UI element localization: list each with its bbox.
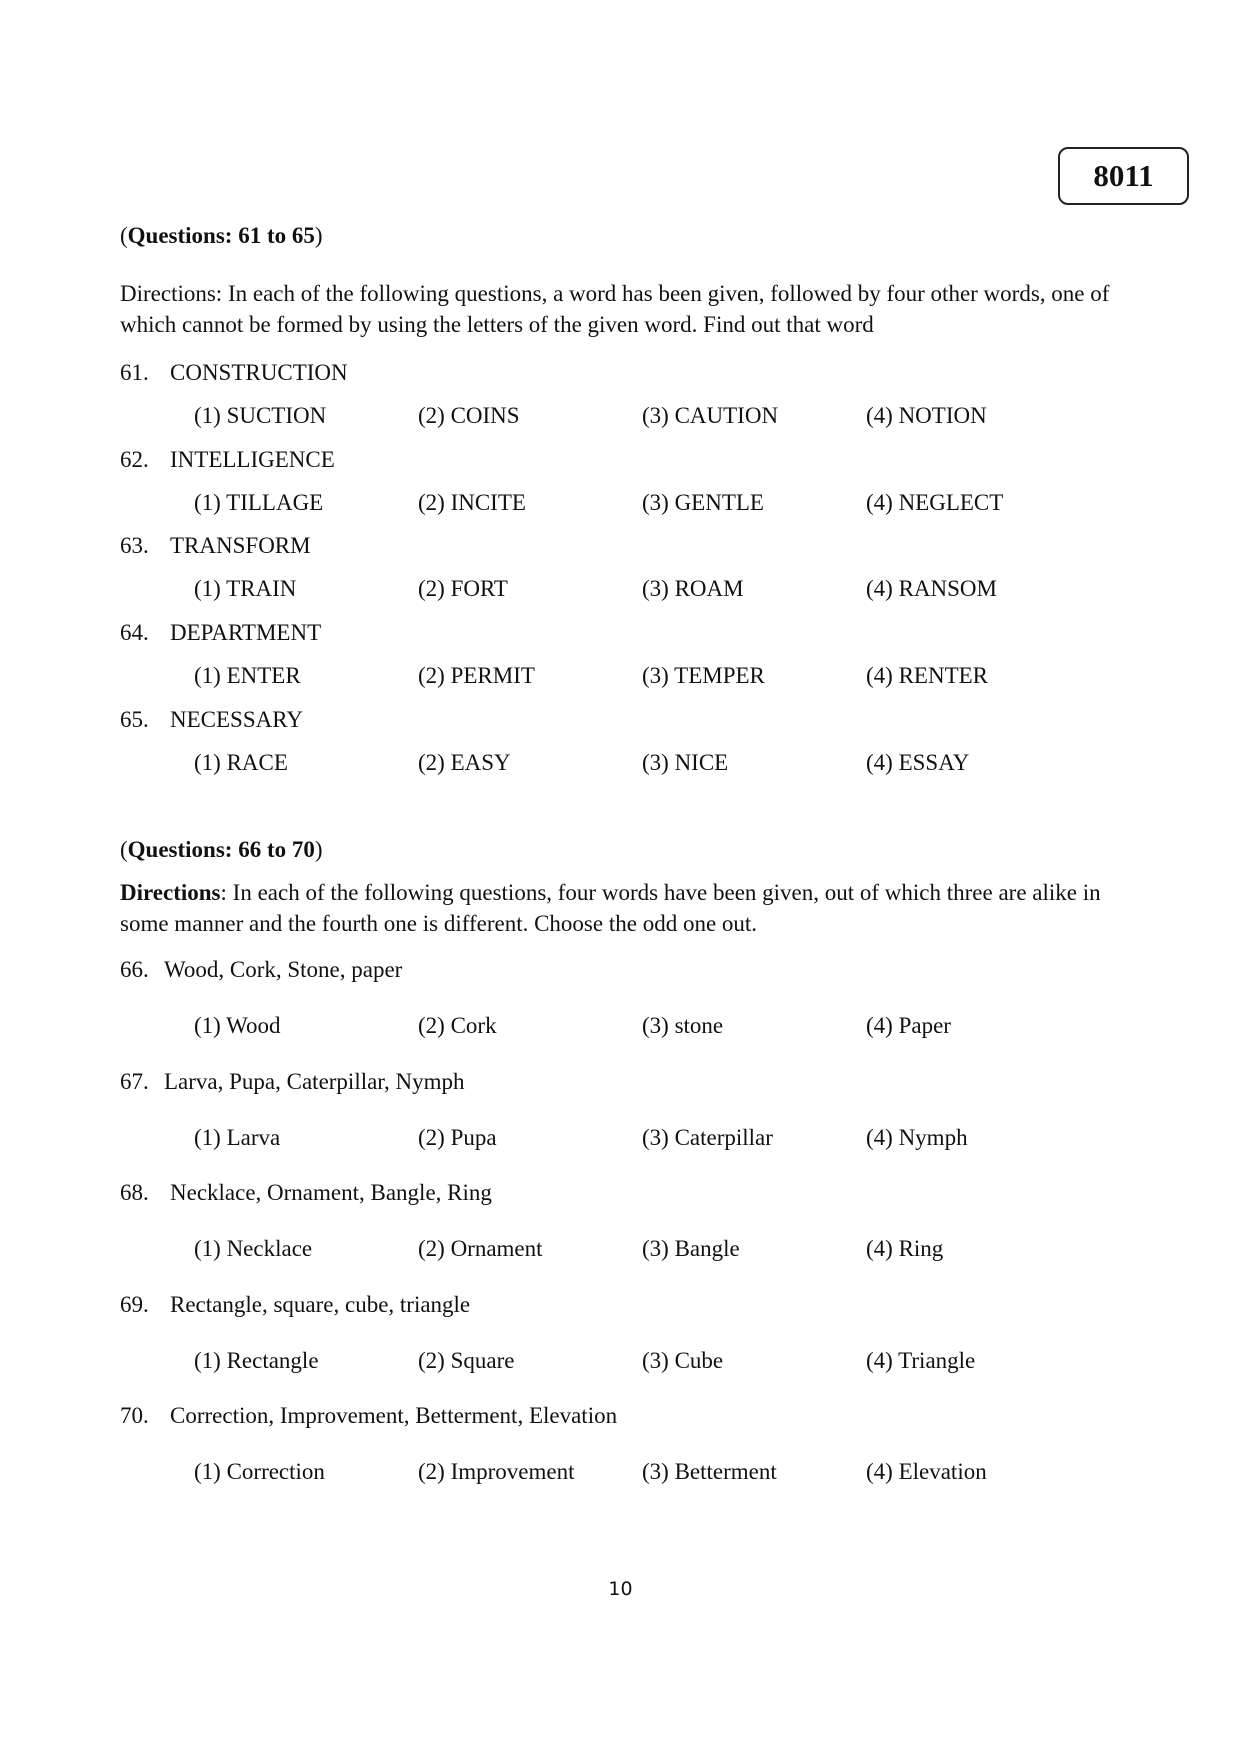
question-64: 64. DEPARTMENT	[120, 620, 322, 645]
question-62: 62. INTELLIGENCE	[120, 447, 335, 472]
question-66: 66. Wood, Cork, Stone, paper	[120, 957, 403, 982]
question-69: 69. Rectangle, square, cube, triangle	[120, 1292, 471, 1317]
question-63-option-1: (1) TRAIN	[194, 576, 297, 601]
question-65-option-1: (1) RACE	[194, 750, 288, 775]
question-70-option-2: (2) Improvement	[418, 1459, 575, 1484]
question-62-option-3: (3) GENTLE	[642, 490, 764, 515]
question-63: 63. TRANSFORM	[120, 533, 311, 558]
question-68-option-3: (3) Bangle	[642, 1236, 740, 1261]
question-67-option-1: (1) Larva	[194, 1125, 281, 1150]
question-69-option-4: (4) Triangle	[866, 1348, 976, 1373]
question-64-option-1: (1) ENTER	[194, 663, 301, 688]
question-67-option-4: (4) Nymph	[866, 1125, 968, 1150]
question-63-option-2: (2) FORT	[418, 576, 508, 601]
question-69-option-2: (2) Square	[418, 1348, 515, 1373]
question-69-option-1: (1) Rectangle	[194, 1348, 319, 1373]
question-61-option-2: (2) COINS	[418, 403, 520, 428]
question-65-option-2: (2) EASY	[418, 750, 511, 775]
question-63-option-3: (3) ROAM	[642, 576, 744, 601]
question-66-option-3: (3) stone	[642, 1013, 724, 1038]
question-67-option-2: (2) Pupa	[418, 1125, 497, 1150]
question-61: 61. CONSTRUCTION	[120, 360, 348, 385]
question-66-option-2: (2) Cork	[418, 1013, 497, 1038]
section-directions-61-65: Directions: In each of the following questions, a word has been given, followed by four other words, one of which cannot be formed by using the letters of the given word. Find out that word	[120, 281, 1110, 337]
question-68: 68. Necklace, Ornament, Bangle, Ring	[120, 1180, 492, 1205]
question-68-option-1: (1) Necklace	[194, 1236, 313, 1261]
paper-code-box	[1058, 147, 1189, 205]
section-heading-66-70: (Questions: 66 to 70)	[120, 837, 323, 862]
section-heading-61-65: (Questions: 61 to 65)	[120, 223, 323, 248]
question-70: 70. Correction, Improvement, Betterment, Elevation	[120, 1403, 618, 1428]
question-62-option-1: (1) TILLAGE	[194, 490, 324, 515]
question-63-option-4: (4) RANSOM	[866, 576, 997, 601]
question-64-option-3: (3) TEMPER	[642, 663, 765, 688]
question-70-option-4: (4) Elevation	[866, 1459, 987, 1484]
question-61-option-4: (4) NOTION	[866, 403, 987, 428]
question-65: 65. NECESSARY	[120, 707, 303, 732]
question-64-option-2: (2) PERMIT	[418, 663, 535, 688]
question-61-option-3: (3) CAUTION	[642, 403, 779, 428]
paper-code: 8011	[1093, 158, 1154, 193]
question-70-option-1: (1) Correction	[194, 1459, 325, 1484]
question-68-option-4: (4) Ring	[866, 1236, 944, 1261]
question-61-option-1: (1) SUCTION	[194, 403, 327, 428]
question-65-option-4: (4) ESSAY	[866, 750, 970, 775]
question-64-option-4: (4) RENTER	[866, 663, 989, 688]
question-68-option-2: (2) Ornament	[418, 1236, 543, 1261]
question-70-option-3: (3) Betterment	[642, 1459, 777, 1484]
question-62-option-2: (2) INCITE	[418, 490, 526, 515]
page-number: 10	[608, 1578, 633, 1600]
question-69-option-3: (3) Cube	[642, 1348, 724, 1373]
question-65-option-3: (3) NICE	[642, 750, 729, 775]
question-66-option-4: (4) Paper	[866, 1013, 951, 1038]
question-67: 67. Larva, Pupa, Caterpillar, Nymph	[120, 1069, 465, 1094]
question-66-option-1: (1) Wood	[194, 1013, 281, 1038]
section-directions-66-70: Directions: In each of the following questions, four words have been given, out of which three are alike in some manner and the fourth one is different. Choose the odd one out.	[120, 880, 1101, 936]
question-62-option-4: (4) NEGLECT	[866, 490, 1004, 515]
question-67-option-3: (3) Caterpillar	[642, 1125, 773, 1150]
